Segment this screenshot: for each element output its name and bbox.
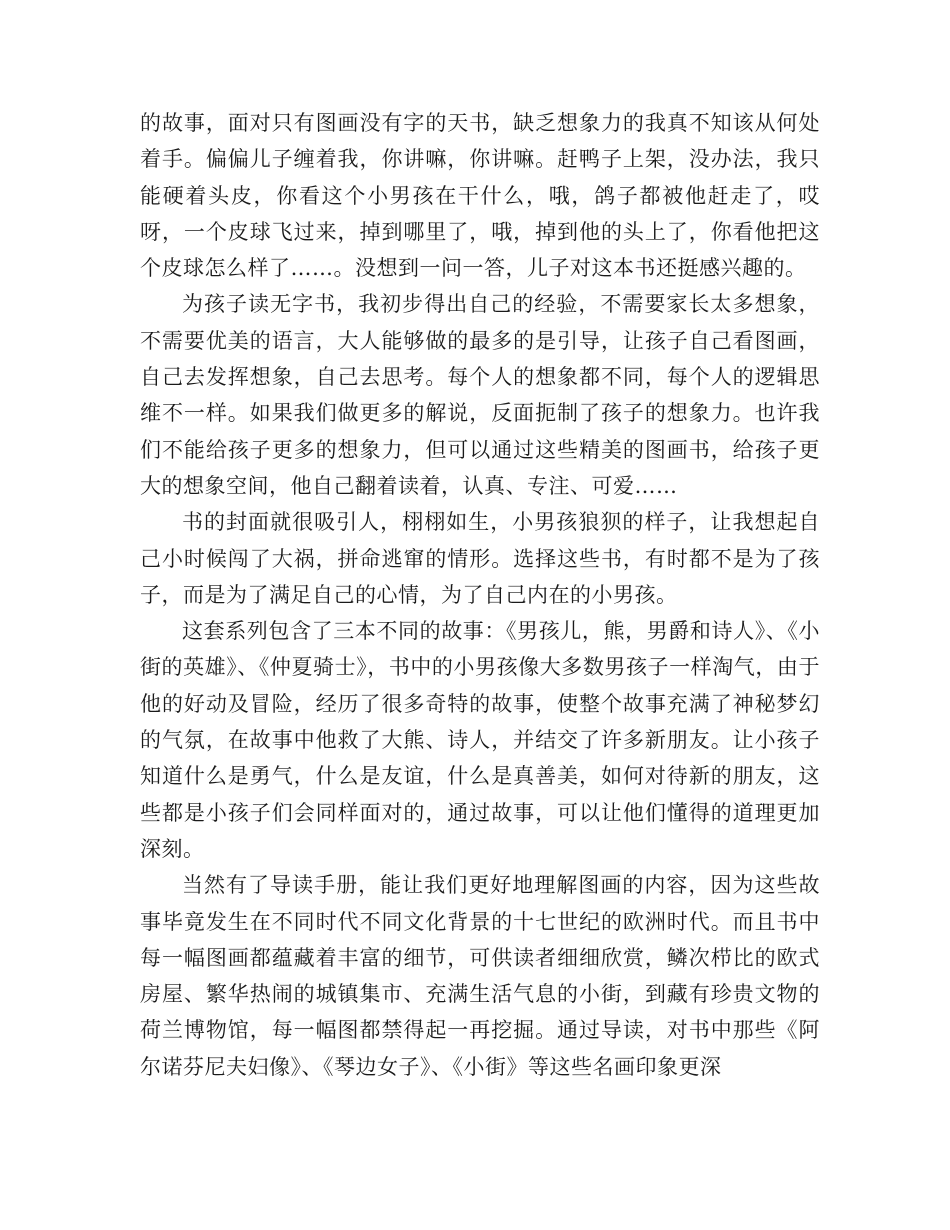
paragraph-2: 为孩子读无字书，我初步得出自己的经验，不需要家长太多想象，不需要优美的语言，大人能够做的最多的是引导，让孩子自己看图画，自己去发挥想象，自己去思考。每个人的想象都不同，每个人的逻辑思维不一样。如果我们做更多的解说，反面扼制了孩子的想象力。也许我们不能给孩子更多的想象力，但可以通过这些精美的图画书，给孩子更大的想象空间，他自己翻着读着，认真、专注、可爱…… — [140, 292, 820, 498]
paragraph-4: 这套系列包含了三本不同的故事：《男孩儿，熊，男爵和诗人》、《小街的英雄》、《仲夏骑士》，书中的小男孩像大多数男孩子一样淘气，由于他的好动及冒险，经历了很多奇特的故事，使整个故事充满了神秘梦幻的气氛，在故事中他救了大熊、诗人，并结交了许多新朋友。让小孩子知道什么是勇气，什么是友谊，什么是真善美，如何对待新的朋友，这些都是小孩子们会同样面对的，通过故事，可以让他们懂得的道理更加深刻。 — [140, 619, 820, 861]
paragraph-3: 书的封面就很吸引人，栩栩如生，小男孩狼狈的样子，让我想起自己小时候闯了大祸，拼命逃窜的情形。选择这些书，有时都不是为了孩子，而是为了满足自己的心情，为了自己内在的小男孩。 — [140, 510, 820, 607]
document-body — [140, 105, 820, 1085]
paragraph-1: 的故事，面对只有图画没有字的天书，缺乏想象力的我真不知该从何处着手。偏偏儿子缠着我，你讲嘛，你讲嘛。赶鸭子上架，没办法，我只能硬着头皮，你看这个小男孩在干什么，哦，鸽子都被他赶走了，哎呀，一个皮球飞过来，掉到哪里了，哦，掉到他的头上了，你看他把这个皮球怎么样了……。没想到一问一答，儿子对这本书还挺感兴趣的。 — [140, 111, 820, 281]
paragraph-5: 当然有了导读手册，能让我们更好地理解图画的内容，因为这些故事毕竟发生在不同时代不同文化背景的十七世纪的欧洲时代。而且书中每一幅图画都蕴藏着丰富的细节，可供读者细细欣赏，鳞次栉比的欧式房屋、繁华热闹的城镇集市、充满生活气息的小街，到藏有珍贵文物的荷兰博物馆，每一幅图都禁得起一再挖掘。通过导读，对书中那些《阿尔诺芬尼夫妇像》、《琴边女子》、《小街》等这些名画印象更深 — [140, 873, 820, 1079]
